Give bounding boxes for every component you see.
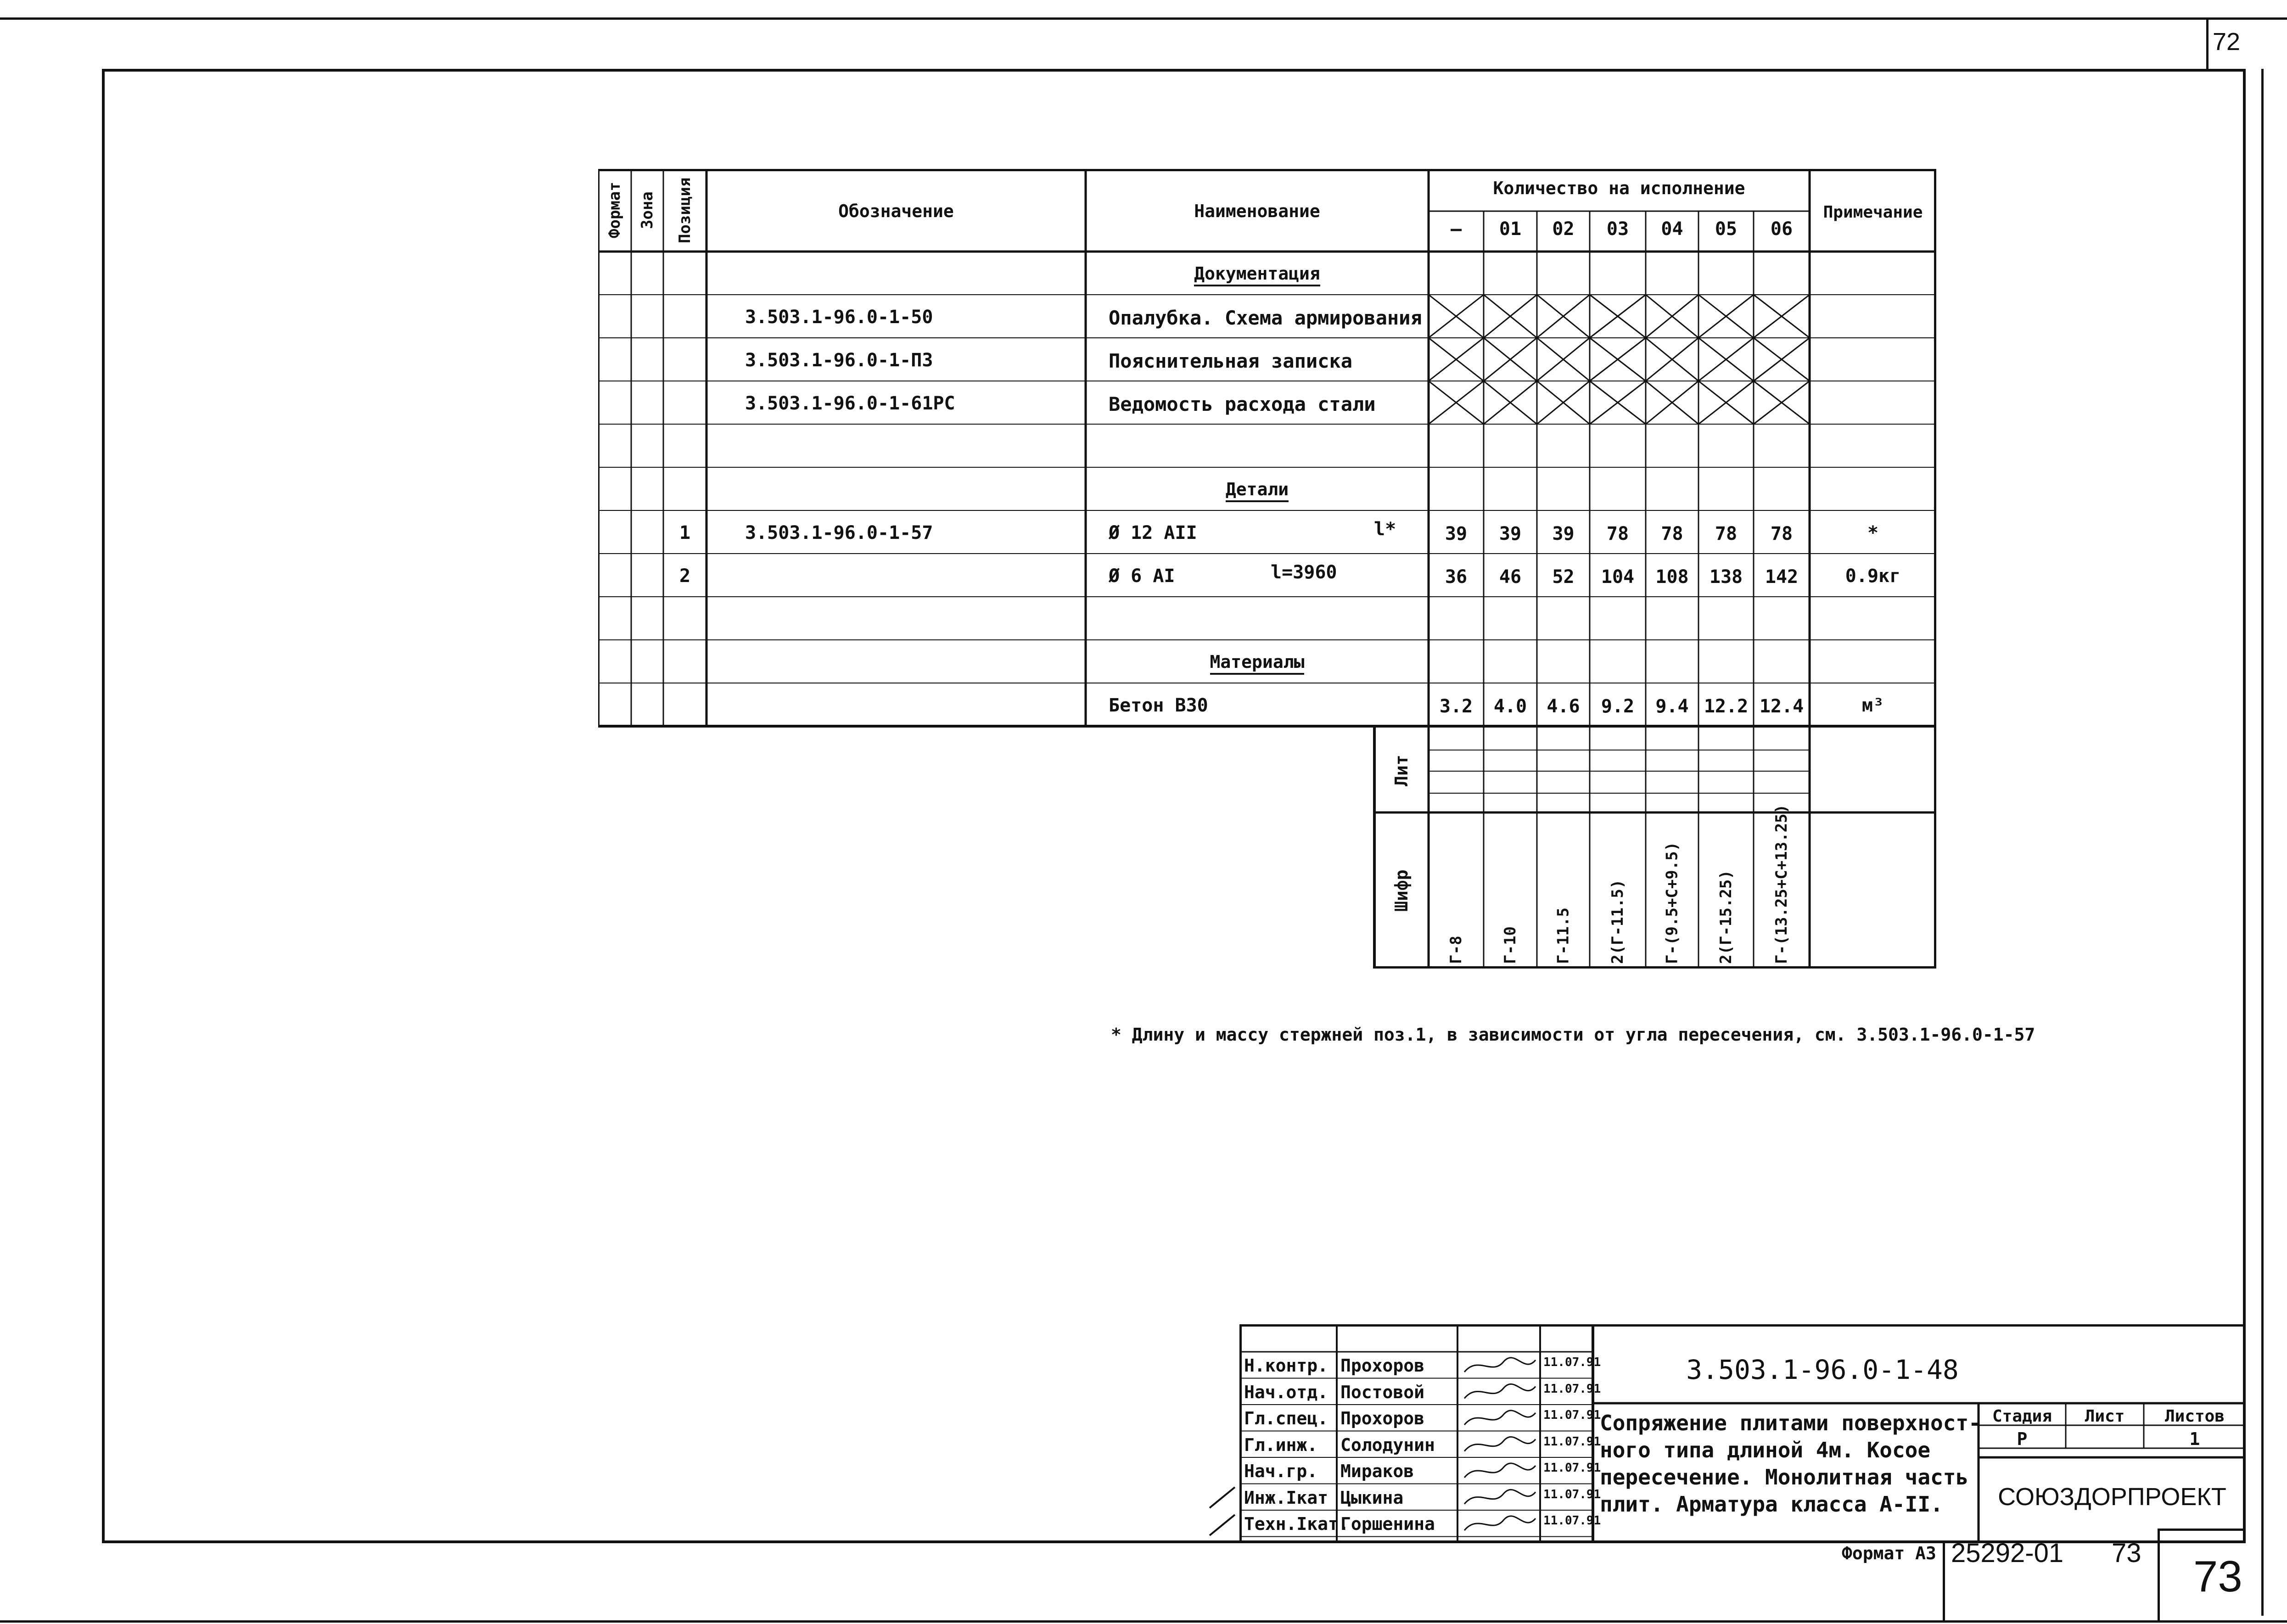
quantity-cell: 46 bbox=[1499, 566, 1522, 588]
shifr-value: 2(Г-15.25) bbox=[1717, 870, 1735, 964]
stage-value: Р bbox=[2017, 1429, 2028, 1449]
signature-date: 11.07.91 bbox=[1543, 1355, 1601, 1369]
variant-header: — bbox=[1450, 218, 1462, 240]
sheet-label: Лист bbox=[2085, 1407, 2125, 1426]
row-position: 1 bbox=[679, 522, 691, 543]
row-designation: 3.503.1-96.0-1-50 bbox=[745, 307, 933, 328]
shifr-value: Г-(13.25+С+13.25) bbox=[1772, 804, 1791, 964]
archive-page: 73 bbox=[2112, 1538, 2141, 1568]
signature-mark bbox=[1464, 1490, 1536, 1504]
page-box-top bbox=[2158, 1529, 2246, 1531]
description-line-4: плит. Арматура класса А-II. bbox=[1600, 1492, 1943, 1517]
quantity-cell: 39 bbox=[1445, 523, 1468, 544]
row-name: Ø 12 АII bbox=[1109, 522, 1197, 543]
row-designation: 3.503.1-96.0-1-ПЗ bbox=[745, 350, 933, 371]
person-name: Мираков bbox=[1340, 1461, 1414, 1481]
document-code: 3.503.1-96.0-1-48 bbox=[1686, 1354, 1959, 1385]
title-block bbox=[1239, 1324, 2246, 1543]
footnote: * Длину и массу стержней поз.1, в зависимости от угла пересечения, см. 3.503.1-96.0-1-57 bbox=[1111, 1025, 2035, 1045]
row-name: Бетон В30 bbox=[1109, 695, 1208, 716]
stage-label: Стадия bbox=[1992, 1407, 2052, 1426]
person-name: Цыкина bbox=[1340, 1487, 1404, 1508]
person-role: Н.контр. bbox=[1244, 1355, 1328, 1376]
signature-date: 11.07.91 bbox=[1543, 1408, 1601, 1422]
quantity-cell: 3.2 bbox=[1439, 696, 1473, 717]
quantity-cell: 36 bbox=[1445, 566, 1468, 588]
person-role: Нач.гр. bbox=[1244, 1461, 1318, 1481]
frame-right-outer bbox=[2261, 69, 2264, 1616]
variant-header: 03 bbox=[1606, 218, 1629, 240]
header-designation: Обозначение bbox=[838, 201, 954, 221]
person-name: Горшенина bbox=[1340, 1514, 1435, 1534]
page-number-box-left bbox=[2206, 18, 2209, 71]
shifr-value: Г-8 bbox=[1447, 935, 1465, 964]
person-name: Прохоров bbox=[1340, 1355, 1425, 1376]
section-heading: Документация bbox=[1086, 263, 1429, 284]
row-note: м³ bbox=[1861, 695, 1884, 716]
row-name: Опалубка. Схема армирования bbox=[1109, 307, 1422, 329]
variant-header: 01 bbox=[1499, 218, 1522, 240]
lit-label: Лит bbox=[1391, 755, 1412, 787]
archive-box-left bbox=[1943, 1543, 1945, 1621]
quantity-cell: 52 bbox=[1552, 566, 1575, 588]
description-line-1: Сопряжение плитами поверхност- bbox=[1600, 1411, 1981, 1435]
shifr-value: Г-10 bbox=[1501, 926, 1519, 964]
row-name: Ø 6 АI bbox=[1109, 566, 1175, 587]
description-line-2: ного типа длиной 4м. Косое bbox=[1600, 1438, 1931, 1462]
specification-table bbox=[598, 169, 1936, 969]
header-zone: Зона bbox=[638, 191, 656, 229]
signature-date: 11.07.91 bbox=[1543, 1514, 1601, 1528]
quantity-cell: 4.0 bbox=[1493, 696, 1527, 717]
signature-date: 11.07.91 bbox=[1543, 1461, 1601, 1475]
person-role: Инж.Iкат bbox=[1244, 1487, 1328, 1508]
quantity-cell: 39 bbox=[1552, 523, 1575, 544]
quantity-cell: 12.4 bbox=[1759, 696, 1804, 717]
organization-name: СОЮЗДОРПРОЕКТ bbox=[1998, 1483, 2226, 1511]
signature-mark bbox=[1464, 1463, 1536, 1478]
signature-date: 11.07.91 bbox=[1543, 1382, 1601, 1396]
quantity-cell: 78 bbox=[1606, 523, 1629, 544]
corner-marks bbox=[1207, 1478, 1244, 1542]
person-name: Солодунин bbox=[1340, 1434, 1435, 1455]
row-designation: 3.503.1-96.0-1-61РС bbox=[745, 393, 955, 414]
row-length: l* bbox=[1374, 519, 1396, 540]
archive-box-right bbox=[2158, 1529, 2160, 1621]
shifr-label: Шифр bbox=[1391, 869, 1412, 912]
row-position: 2 bbox=[679, 566, 691, 587]
signature-mark bbox=[1464, 1358, 1536, 1372]
variant-header: 02 bbox=[1552, 218, 1575, 240]
person-name: Прохоров bbox=[1340, 1408, 1425, 1428]
quantity-cell: 39 bbox=[1499, 523, 1522, 544]
archive-number: 25292-01 bbox=[1951, 1538, 2064, 1568]
person-role: Нач.отд. bbox=[1244, 1382, 1328, 1402]
quantity-cell: 108 bbox=[1655, 566, 1689, 588]
signature-mark bbox=[1464, 1384, 1536, 1398]
frame-top bbox=[102, 69, 2246, 72]
shifr-value: Г-11.5 bbox=[1554, 907, 1573, 964]
top-edge-line bbox=[0, 17, 2287, 20]
signature-date: 11.07.91 bbox=[1543, 1434, 1601, 1449]
shifr-value: 2(Г-11.5) bbox=[1609, 879, 1627, 964]
header-format: Формат bbox=[605, 182, 624, 239]
quantity-cell: 78 bbox=[1770, 523, 1793, 544]
page-number-bottom: 73 bbox=[2193, 1552, 2242, 1601]
sheets-label: Листов bbox=[2164, 1407, 2225, 1426]
person-role: Гл.инж. bbox=[1244, 1434, 1318, 1455]
quantity-cell: 4.6 bbox=[1547, 696, 1580, 717]
person-role: Техн.Iкат. bbox=[1244, 1514, 1349, 1534]
row-length: l=3960 bbox=[1271, 562, 1337, 583]
shifr-value: Г-(9.5+С+9.5) bbox=[1663, 841, 1682, 964]
quantity-cell: 9.2 bbox=[1601, 696, 1635, 717]
section-heading: Детали bbox=[1086, 479, 1429, 499]
row-designation: 3.503.1-96.0-1-57 bbox=[745, 522, 933, 543]
quantity-cell: 9.4 bbox=[1655, 696, 1689, 717]
header-name: Наименование bbox=[1194, 201, 1320, 221]
frame-right bbox=[2243, 69, 2246, 1543]
header-position: Позиция bbox=[676, 177, 694, 243]
quantity-cell: 12.2 bbox=[1704, 696, 1749, 717]
quantity-cell: 104 bbox=[1601, 566, 1635, 588]
page-number-top: 72 bbox=[2213, 28, 2241, 56]
person-name: Постовой bbox=[1340, 1382, 1425, 1402]
quantity-cell: 78 bbox=[1661, 523, 1683, 544]
row-name: Ведомость расхода стали bbox=[1109, 393, 1376, 415]
variant-header: 05 bbox=[1715, 218, 1738, 240]
signature-mark bbox=[1464, 1516, 1536, 1530]
quantity-cell: 142 bbox=[1765, 566, 1799, 588]
description-line-3: пересечение. Монолитная часть bbox=[1600, 1465, 1969, 1490]
signature-date: 11.07.91 bbox=[1543, 1487, 1601, 1501]
row-name: Пояснительная записка bbox=[1109, 350, 1353, 372]
quantity-cell: 138 bbox=[1709, 566, 1743, 588]
variant-header: 06 bbox=[1770, 218, 1793, 240]
row-note: * bbox=[1867, 522, 1879, 543]
signature-mark bbox=[1464, 1411, 1536, 1425]
person-role: Гл.спец. bbox=[1244, 1408, 1328, 1428]
variant-header: 04 bbox=[1661, 218, 1683, 240]
section-heading: Материалы bbox=[1086, 652, 1429, 672]
signature-mark bbox=[1464, 1437, 1536, 1451]
header-quantity: Количество на исполнение bbox=[1493, 178, 1745, 198]
frame-left bbox=[102, 69, 105, 1543]
row-note: 0.9кг bbox=[1845, 566, 1901, 587]
format-label: Формат А3 bbox=[1842, 1543, 1936, 1563]
header-note: Примечание bbox=[1823, 203, 1923, 222]
quantity-cell: 78 bbox=[1715, 523, 1738, 544]
sheets-value: 1 bbox=[2189, 1429, 2200, 1449]
